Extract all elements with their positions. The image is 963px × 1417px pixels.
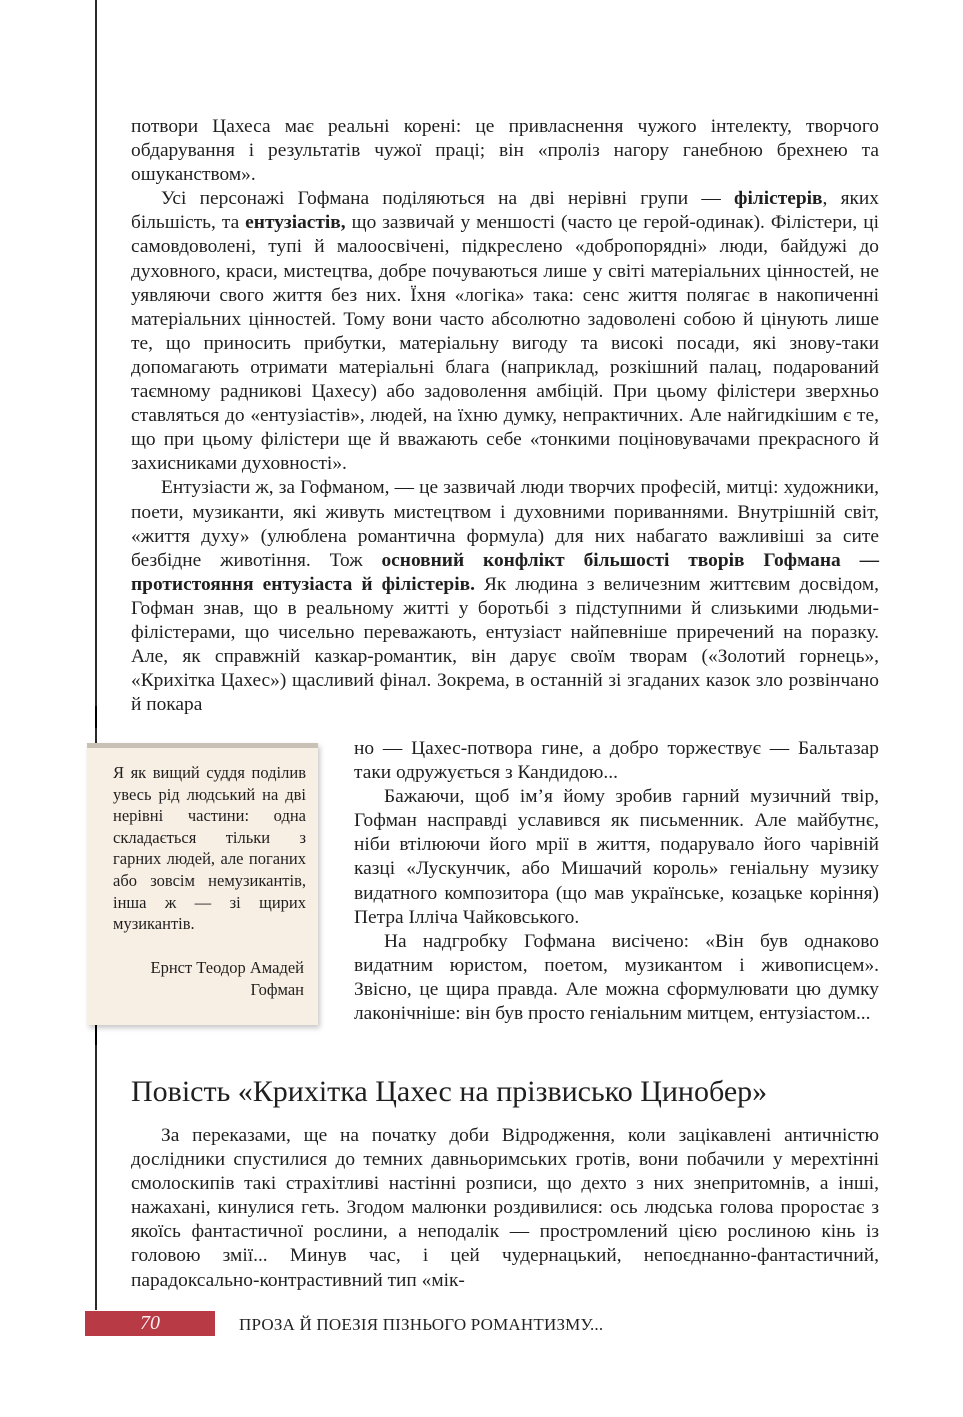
quote-sidebar <box>87 743 318 1025</box>
body-text-wrapped <box>354 737 879 1026</box>
page-number: 70 <box>85 1311 215 1336</box>
paragraph: но — Цахес-потвора гине, а добро торжествує — Бальтазар таки одружується з Кандидою... <box>354 738 879 784</box>
torn-edge <box>87 1000 318 1030</box>
paragraph <box>131 476 879 717</box>
term-philistines: філістерів <box>734 188 823 210</box>
paragraph: Бажаючи, щоб ім’я йому зробив гарний музичний твір, Гофман насправді уславився як письменник. Але майбутнє, ніби втілюючи його мрії в життя, подарувало його чарівній казці «Лускунчик, або Мишачий король» геніальну музику видатного композитора (що мав українське, козацьке коріння) Петра Ілліча Чайковського. <box>354 786 879 928</box>
paragraph: За переказами, ще на початку доби Відродження, коли зацікавлені античністю дослідники спустилися до темних давньоримських гротів, вони побачили у мерехтінні смолоскипів такі страхітливі настінні розписи, що дехто з них знепритомнів, а інші, нажахані, кинулися геть. Згодом малюнки роздивилися: ось людська голова проростає з якоїсь фантастичної рослини, а неподалік — простромлений цією рослиною кінь із головою змії... Минув час, і цей чудернацький, непоєднанно-фантастичний, парадоксально-контрастивний тип «мік- <box>131 1125 879 1291</box>
text-run: Усі персонажі Гофмана поділяються на дві нерівні групи — <box>161 188 735 210</box>
running-footer-title: ПРОЗА Й ПОЕЗІЯ ПІЗНЬОГО РОМАНТИЗМУ... <box>239 1315 604 1334</box>
text-run: Як людина з величезним життєвим досвідом, Гофман знав, що в реальному житті у боротьбі з підступними й слизькими людьми-філістерами, що чисельно переважають, ентузіаст найпевніше приречений на поразку. Але, як справжній казкар-романтик, він дарує своїм творам («Золотий горнець», «Крихітка Цахес») щасливий фінал. Зокрема, в останній зі згаданих казок зло розвінчано й покара <box>131 573 879 716</box>
body-text-bottom <box>131 1124 879 1293</box>
paragraph: На надгробку Гофмана висічено: «Він був однаково видатним юристом, поетом, музикантом і живописцем». Звісно, це щира правда. Але можна сформулювати цю думку лаконічніше: він був просто геніальним митцем, ентузіастом... <box>354 930 879 1025</box>
sidebar-author: Ернст Теодор Амадей Гофман <box>150 958 304 999</box>
paragraph: потвори Цахеса має реальні корені: це привласнення чужого інтелекту, творчого обдарування і результатів чужої праці; він «проліз нагору ганебною брехнею та ошуканством». <box>131 116 879 186</box>
body-text-top <box>131 115 879 717</box>
left-margin-rule <box>95 0 97 1310</box>
key-conflict-statement: основний конфлікт більшості творів Гофмана — протистояння ентузіаста й філістерів. <box>131 549 879 595</box>
text-run: , яких більшість, та <box>131 188 880 234</box>
text-run: що зазвичай у меншості (часто це герой-одинак). Філістери, ці самовдоволені, тупі й малоосвічені, підкреслено «добропорядні» люди, байдужі до духовного, краси, мистецтва, добре почуваються лише у світі матеріальних цінностей, не уявляючи свого життя без них. Їхня «логіка» така: сенс життя полягає в накопиченні матеріальних цінностей. Тому вони часто абсолютно задоволені собою й цінують лише те, що приносить прибутки, матеріальну вигоду та високі посади, які знову-таки допомагають отримати матеріальні блага (наприклад, розкішний палац, подарований таємному радникові Цахесу) або задоволення амбіцій. При цьому філістери зверхньо ставляться до «ентузіастів», людей, на їхню думку, непрактичних. Але найгидкішим є те, що при цьому філістери ще й вважають себе «тонкими поціновувачами прекрасного й захисниками духовності». <box>131 212 879 475</box>
sidebar-quote: Я як вищий суддя поділив увесь рід людський на дві нерівні частини: одна складається тільки з гарних людей, але поганих або зовсім немузикантів, інша ж — зі щирих музикантів. <box>113 763 306 934</box>
sidebar-top-edge <box>87 743 318 748</box>
margin-tick <box>95 706 97 728</box>
text-run: Ентузіасти ж, за Гофманом, — це зазвичай люди творчих професій, митці: художники, поети, музиканти, які живуть мистецтвом і духовними пориваннями. Внутрішній світ, «життя духу» (улюблена романтична формула) для них набагато важливіші за сите безбідне животіння. Тож <box>131 477 879 571</box>
section-heading: Повість «Крихітка Цахес на прізвисько Цинобер» <box>131 1075 768 1108</box>
term-enthusiasts: ентузіастів, <box>245 212 346 234</box>
paragraph <box>131 187 879 476</box>
